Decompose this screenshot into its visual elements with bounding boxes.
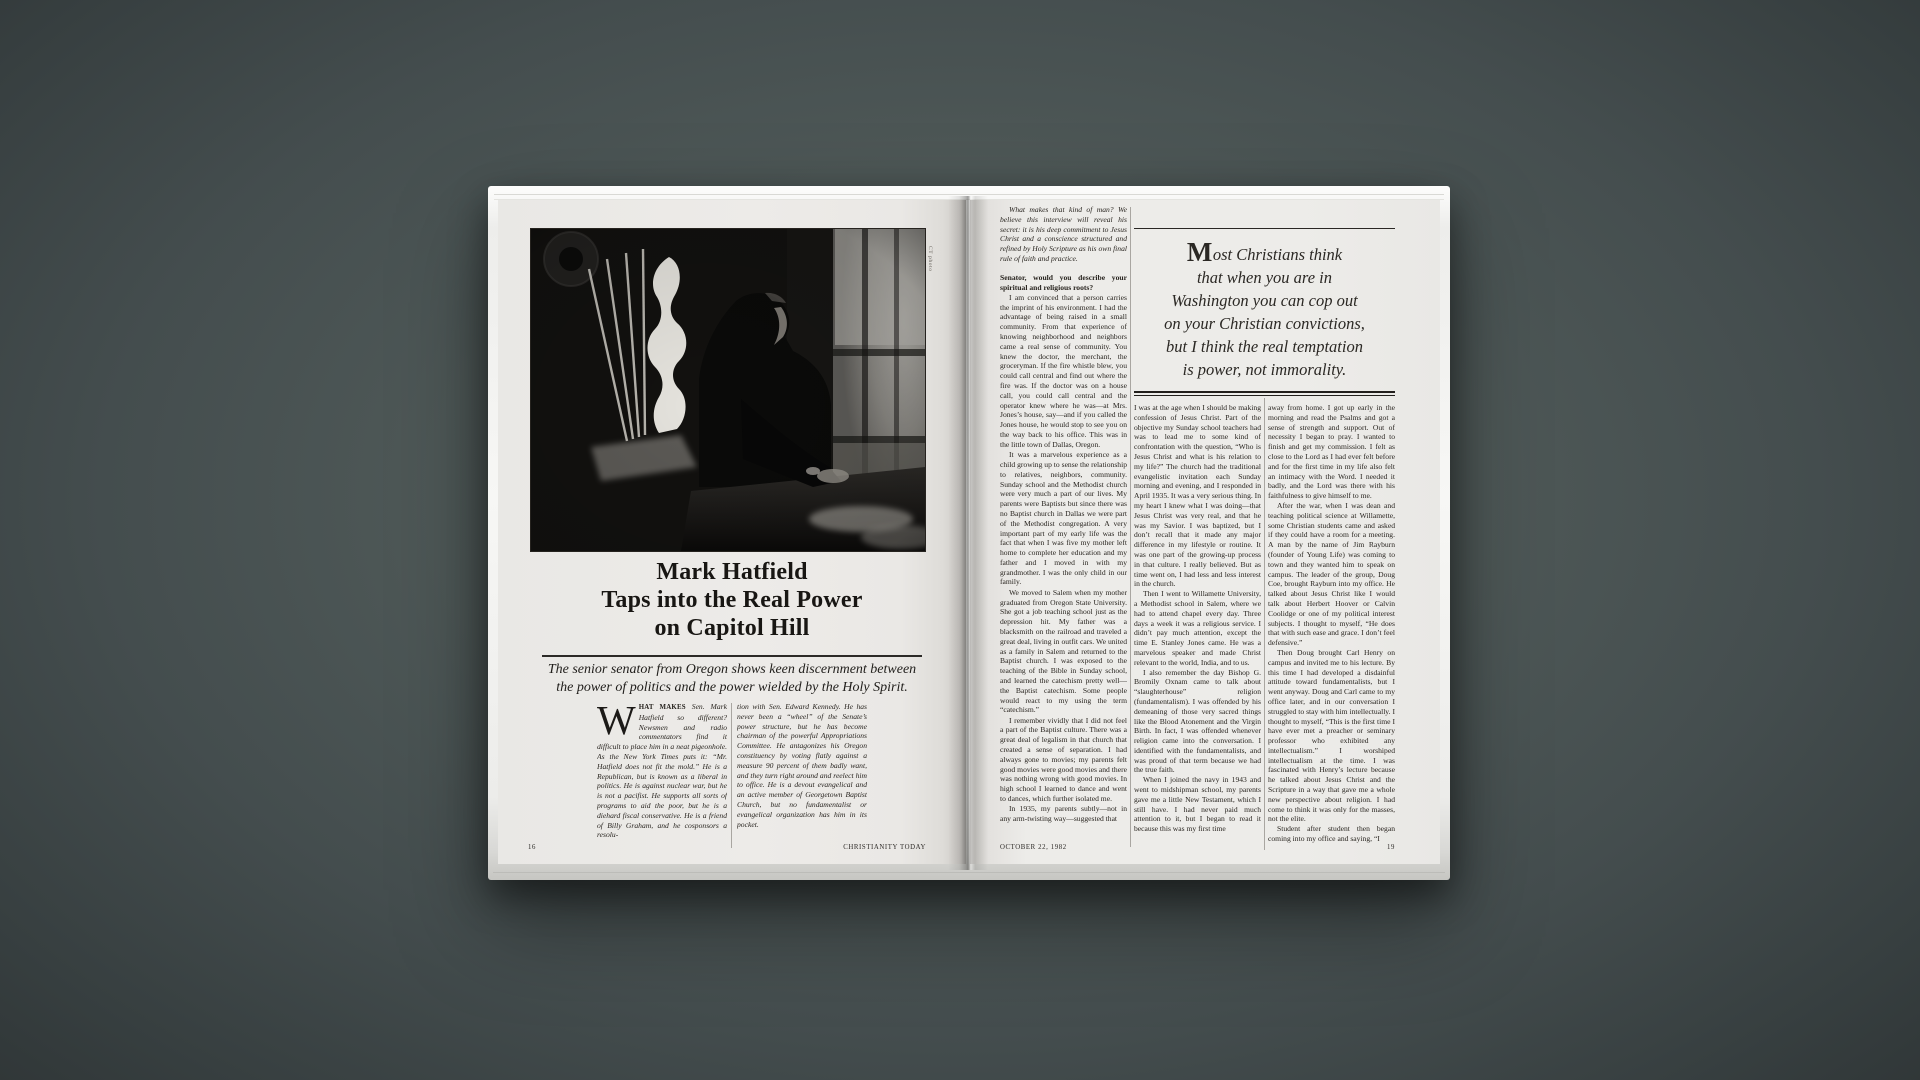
pull-quote [1134,228,1395,396]
photo-illustration [531,229,925,551]
intro-text-col1: Sen. Mark Hatfield so different? Newsmen and radio commentators find it difficult to place him in a neat pigeonhole. As the New York Times puts it: “Mr. Hatfield does not fit the mold.” He is a Republican, but is known as a liberal in politics. He is against nuclear war, but he is not a pacifist. He supports all sorts of programs to aid the poor, but he is a diehard fiscal conservative. He is a friend of Billy Graham, and he cosponsors a resolu- [597,702,727,840]
answer-paragraph: away from home. I got up early in the morning and read the Psalms and got a sense of strength and support. Out of necessity I began to pray. I wanted to finish and get my commission. I felt as close to the Lord as I had ever felt before and for the first time in my life also felt an intimacy with the Word. I needed it badly, and the Lord was there with his faithfulness to give himself to me. [1268,403,1395,501]
issue-date-footer: OCTOBER 22, 1982 [1000,844,1067,851]
left-page-number: 16 [528,844,536,851]
answer-paragraph: When I joined the navy in 1943 and went to midshipman school, my parents gave me a little New Testament, which I still have. I had never paid much attention to it, but I began to read it because this was my first time [1134,775,1261,834]
right-page-number: 19 [1387,844,1395,851]
article-deck [528,661,936,697]
left-page [498,200,966,864]
pull-quote-line: is power, not immorality. [1182,360,1347,379]
pull-quote-line: Washington you can cop out [1171,291,1358,310]
article-title-line-1: Mark Hatfield [656,559,808,585]
answer-paragraph: After the war, when I was dean and teaching political science at Willamette, some Christian students came and asked if they could have a room for a meeting. A man by the name of Jim Rayburn (founder of Young Life) was coming to town and they wanted him to speak on campus. The leader of the group, Doug Coe, brought Rayburn into my office. He talked about Jesus Christ like I would talk about Herbert Hoover or Calvin Coolidge or one of my political interest subjects. I thought to myself, “He does that with such ease and grace. I don’t feel defensive.” [1268,500,1395,648]
pull-quote-bottom-rule [1134,391,1395,396]
left-intro-column-2: tion with Sen. Edward Kennedy. He has never been a “wheel” of the Senate’s power structure, but he has become chairman of the powerful Appropriations Committee. He antagonizes his Oregon constituency by voting flatly against a measure 90 percent of them badly want, and they turn right around and reelect him to office. He is a devout evangelical and an active member of Georgetown Baptist Church, but no fundamentalist or evangelical organization has him in its pocket. [737,702,867,829]
answer-paragraph: Student after student then began coming into my office and saying, “I [1268,824,1395,844]
right-page [970,200,1440,864]
interview-question: Senator, would you describe your spiritual and religious roots? [1000,272,1127,292]
interview-intro: What makes that kind of man? We believe this interview will reveal his secret: it is his deep commitment to Jesus Christ and a conscience structured and refined by Holy Scripture as his own final rule of faith and practice. [1000,205,1127,263]
deck-line-1: The senior senator from Oregon shows keen discernment between [547,662,917,677]
right-column-divider-1 [1130,207,1131,847]
pull-quote-text [1134,237,1395,381]
pull-quote-initial: M [1186,237,1213,267]
magazine-name-footer: CHRISTIANITY TODAY [843,844,926,851]
right-column-divider-2 [1264,398,1265,850]
answer-paragraph: I remember vividly that I did not feel a part of the Baptist culture. There was a great deal of legalism in that church that created a sense of separation. I had always gone to movies; my parents felt good movies were good movies and there was nothing wrong with good movies. In high school I learned to dance and went to dances, which further isolated me. [1000,715,1127,804]
answer-paragraph: I also remember the day Bishop G. Bromily Oxnam came to talk about “slaughterhouse” religion (fundamentalism). I was offended by his demeaning of those very sacred things like the Blood Atonement and the Virgin Birth. In fact, I was offended whenever religion came into the conversation. I identified with the fundamentalists, and was proud of that term because we had the true faith. [1134,667,1261,775]
pull-quote-line: Most Christians think [1186,237,1343,267]
photo-credit: CT photo [927,246,933,272]
article-title-line-3: on Capitol Hill [654,615,810,641]
answer-paragraph: In 1935, my parents subtly—not in any arm-twisting way—suggested that [1000,804,1127,824]
answer-paragraph: It was a marvelous experience as a child growing up to sense the relationship to relatives, neighbors, community. Sunday school and the Methodist church were very much a part of our lives. My parents were Baptists but since there was no Baptist church in Dallas we were part of the Methodist congregation. A very important part of my early life was the fact that when I was five my mother left home to complete her education and my father and I moved in with my grandmother. I was the only child in our family. [1000,450,1127,587]
pull-quote-top-rule [1134,228,1395,229]
right-column-1 [1000,205,1127,839]
drop-cap: W [597,702,636,743]
pull-quote-line: but I think the real temptation [1166,337,1363,356]
hatfield-portrait-photo [530,228,926,552]
right-column-2 [1134,403,1261,852]
lead-in-small-caps: HAT MAKES [638,704,692,711]
pull-quote-line: that when you are in [1196,268,1333,287]
left-column-divider [731,703,732,848]
answer-paragraph: Then Doug brought Carl Henry on campus and invited me to his lecture. By this time I had developed a disdainful attitude toward fundamentalists, but I went anyway. Doug and Carl came to my office later, and in our conversation I struggled to stay with him intellectually. I thought to myself, “This is the first time I have ever met a preacher or seminary professor who exhibited any intellectualism.” I worshiped intellectualism at the time. I was fascinated with Henry’s lecture because he talked about Jesus Christ and the Scripture in a way that gave me a whole new perspective about religion. I had come to think it was only for the masses, not the elite. [1268,647,1395,824]
answer-paragraph: We moved to Salem when my mother graduated from Oregon State University. She got a job teaching school just as the depression hit. My father was a blacksmith on the railroad and traveled a great deal, living in outfit cars. We united as a family in Salem and returned to the Baptist church. I was exposed to the teaching of the Bible in Sunday school, and learned the catechism pretty well—the Baptist catechism. Some people would react to my using the term “catechism.” [1000,587,1127,715]
pull-quote-line: on your Christian convictions, [1164,314,1365,333]
article-title-line-2: Taps into the Real Power [601,587,863,613]
article-title [528,558,936,642]
left-intro-column-1 [597,702,727,849]
right-column-3 [1268,403,1395,852]
title-rule [542,655,922,657]
deck-line-2: the power of politics and the power wielded by the Holy Spirit. [556,680,908,695]
answer-paragraph: I am convinced that a person carries the imprint of his environment. I had the advantage of being raised in a small community. From that experience of knowing neighborhood and neighbors came a real sense of community. You knew the doctor, the merchant, the groceryman. If the fire whistle blew, you could call central and find out where the fire was. If the doctor was on a house call, you could call central and the operator knew where he was—at Mrs. Jones’s house, say—and if you called the Jones house, he would stop to see you on the way back to his office. This was in the little town of Dallas, Oregon. [1000,292,1127,449]
magazine-spread [488,186,1450,880]
answer-paragraph: Then I went to Willamette University, a Methodist school in Salem, where we had to attend chapel every day. Three days a week it was a religious service. I didn’t pay much attention, except the time E. Stanley Jones came. He was a marvelous speaker and made Christ relevant to the world, India, and to us. [1134,589,1261,667]
answer-paragraph: I was at the age when I should be making confession of Jesus Christ. Part of the objective my Sunday school teachers had was to lead me to some kind of confrontation with the question, “Who is Jesus Christ and what is his relation to my life?” The church had the traditional evangelistic invitation each Sunday morning and evening, and I responded in April 1935. It was a very serious thing. In my heart I knew what I was doing—that Jesus Christ was very real, and that he was my Savior. I was baptized, but I don’t recall that it made any major difference in my lifestyle or routine. It was one part of the growing-up process in that culture. I really believed. But as time went on, I had less and less interest in the church. [1134,403,1261,589]
